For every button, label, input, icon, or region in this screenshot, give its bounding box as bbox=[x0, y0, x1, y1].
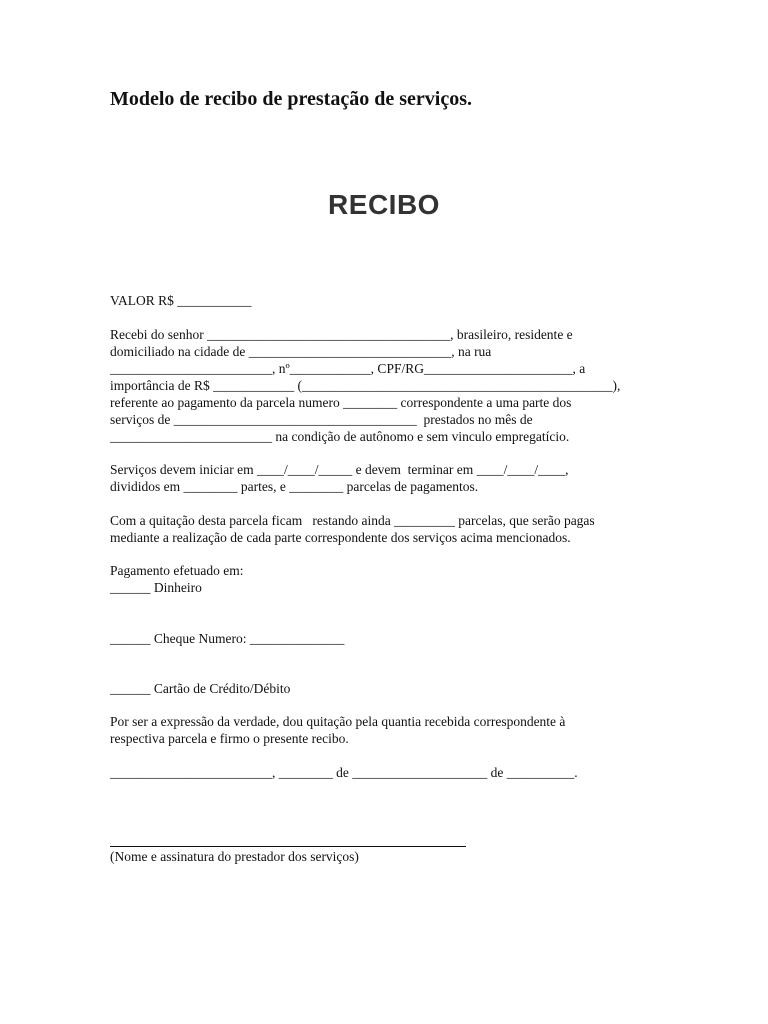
valor-line: VALOR R$ ___________ bbox=[110, 293, 252, 308]
closing-line: respectiva parcela e firmo o presente recibo. bbox=[110, 731, 349, 746]
dates-line: Serviços devem iniciar em ____/____/_____ e devem terminar em ____/____/____, bbox=[110, 462, 569, 477]
installments-line: Com a quitação desta parcela ficam restando ainda _________ parcelas, que serão pagas bbox=[110, 513, 595, 528]
body-line: referente ao pagamento da parcela numero ________ correspondente a uma parte dos bbox=[110, 395, 572, 410]
body-line: importância de R$ ____________ (______________________________________________), bbox=[110, 378, 621, 393]
recibo-heading: RECIBO bbox=[328, 189, 440, 220]
closing-line: Por ser a expressão da verdade, dou quitação pela quantia recebida correspondente à bbox=[110, 714, 566, 729]
body-line: Recebi do senhor ____________________________________, brasileiro, residente e bbox=[110, 327, 573, 342]
body-line: ________________________, nº____________, CPF/RG______________________, a bbox=[110, 361, 586, 376]
signature-caption-block bbox=[110, 848, 670, 865]
installments-paragraph bbox=[110, 512, 670, 546]
date-line: ________________________, ________ de ____________________ de __________. bbox=[110, 765, 578, 780]
closing-paragraph bbox=[110, 713, 670, 747]
payment-option-cheque-block bbox=[110, 630, 670, 647]
body-line: ________________________ na condição de autônomo e sem vinculo empregatício. bbox=[110, 429, 570, 444]
payment-option-cash: ______ Dinheiro bbox=[110, 580, 202, 595]
body-line: domiciliado na cidade de ______________________________, na rua bbox=[110, 344, 492, 359]
body-line: serviços de ____________________________________ prestados no mês de bbox=[110, 412, 533, 427]
installments-line: mediante a realização de cada parte correspondente dos serviços acima mencionados. bbox=[110, 530, 571, 545]
signature-caption: (Nome e assinatura do prestador dos serviços) bbox=[110, 849, 359, 864]
receipt-body-paragraph bbox=[110, 326, 670, 445]
signature-line bbox=[110, 846, 466, 847]
valor-field bbox=[110, 292, 670, 309]
dates-line: divididos em ________ partes, e ________ parcelas de pagamentos. bbox=[110, 479, 479, 494]
document-title: Modelo de recibo de prestação de serviços. bbox=[110, 88, 472, 110]
payment-heading: Pagamento efetuado em: bbox=[110, 563, 244, 578]
payment-option-card: ______ Cartão de Crédito/Débito bbox=[110, 681, 291, 696]
payment-method-section bbox=[110, 562, 670, 596]
service-dates-paragraph bbox=[110, 461, 670, 495]
payment-option-card-block bbox=[110, 680, 670, 697]
payment-option-cheque: ______ Cheque Numero: ______________ bbox=[110, 631, 345, 646]
date-place-field bbox=[110, 764, 670, 781]
